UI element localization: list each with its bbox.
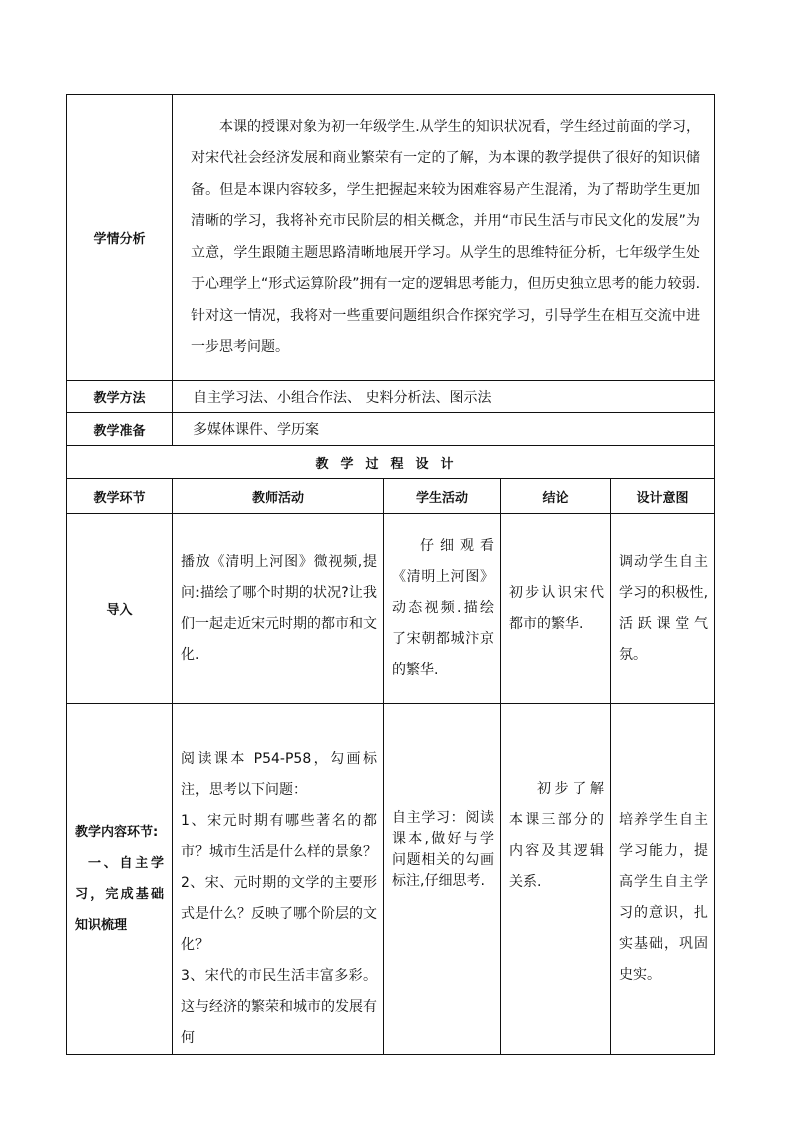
method-text: 自主学习法、小组合作法、 史料分析法、图示法 (173, 381, 715, 413)
analysis-row (67, 95, 715, 381)
process-banner-row (67, 446, 715, 479)
content-conclusion: 初步了解本课三部分的内容及其逻辑关系. (501, 704, 611, 1055)
intro-intent: 调动学生自主学习的积极性,活跃课堂气氛。 (611, 514, 715, 704)
column-header: 设计意图 (611, 479, 715, 514)
intro-student: 仔细观看《清明上河图》动态视频.描绘了宋朝都城汴京的繁华. (384, 514, 501, 704)
intro-conclusion: 初步认识宋代都市的繁华. (501, 514, 611, 704)
analysis-label: 学情分析 (67, 95, 173, 381)
content-intent: 培养学生自主学习能力，提高学生自主学习的意识，扎实基础，巩固史实。 (611, 704, 715, 1055)
prep-label: 教学准备 (67, 413, 173, 446)
content-stage-line: 教学内容环节: (75, 825, 159, 840)
column-header: 教师活动 (173, 479, 384, 514)
content-stage-line: 一、自主学习，完成基础知识梳理 (75, 856, 164, 933)
teacher-line: 阅读课本 P54-P58，勾画标注，思考以下问题： (181, 751, 377, 798)
lesson-plan-table (66, 94, 715, 1055)
column-header: 教学环节 (67, 479, 173, 514)
column-header-row (67, 479, 715, 514)
method-row (67, 381, 715, 413)
teacher-line: 3、宋代的市民生活丰富多彩。这与经济的繁荣和城市的发展有何 (181, 968, 377, 1046)
prep-text: 多媒体课件、学历案 (173, 413, 715, 446)
intro-stage: 导入 (67, 514, 173, 704)
column-header: 结论 (501, 479, 611, 514)
content-student: 自主学习：阅读课本,做好与学问题相关的勾画标注,仔细思考. (384, 704, 501, 1055)
teacher-line: 2、宋、元时期的文学的主要形式是什么？反映了哪个阶层的文化？ (181, 875, 377, 953)
prep-row (67, 413, 715, 446)
content-stage (67, 704, 173, 1055)
column-header: 学生活动 (384, 479, 501, 514)
content-teacher (173, 704, 384, 1055)
table-row (67, 514, 715, 704)
analysis-text: 本课的授课对象为初一年级学生.从学生的知识状况看，学生经过前面的学习，对宋代社会经济发展和商业繁荣有一定的了解，为本课的教学提供了很好的知识储备。但是本课内容较多，学生把握起来较为困难容易产生混淆，为了帮助学生更加清晰的学习，我将补充市民阶层的相关概念，并用“市民生活与市民文化的发展”为立意，学生跟随主题思路清晰地展开学习。从学生的思维特征分析，七年级学生处于心理学上“形式运算阶段”拥有一定的逻辑思考能力，但历史独立思考的能力较弱.针对这一情况，我将对一些重要问题组织合作探究学习，引导学生在相互交流中进一步思考问题。 (173, 95, 715, 381)
teacher-line: 1、宋元时期有哪些著名的都市？城市生活是什么样的景象？ (181, 813, 377, 860)
intro-teacher: 播放《清明上河图》微视频,提问:描绘了哪个时期的状况?让我们一起走近宋元时期的都市和文化. (173, 514, 384, 704)
method-label: 教学方法 (67, 381, 173, 413)
process-banner: 教学过程设计 (67, 446, 715, 479)
table-row (67, 704, 715, 1055)
